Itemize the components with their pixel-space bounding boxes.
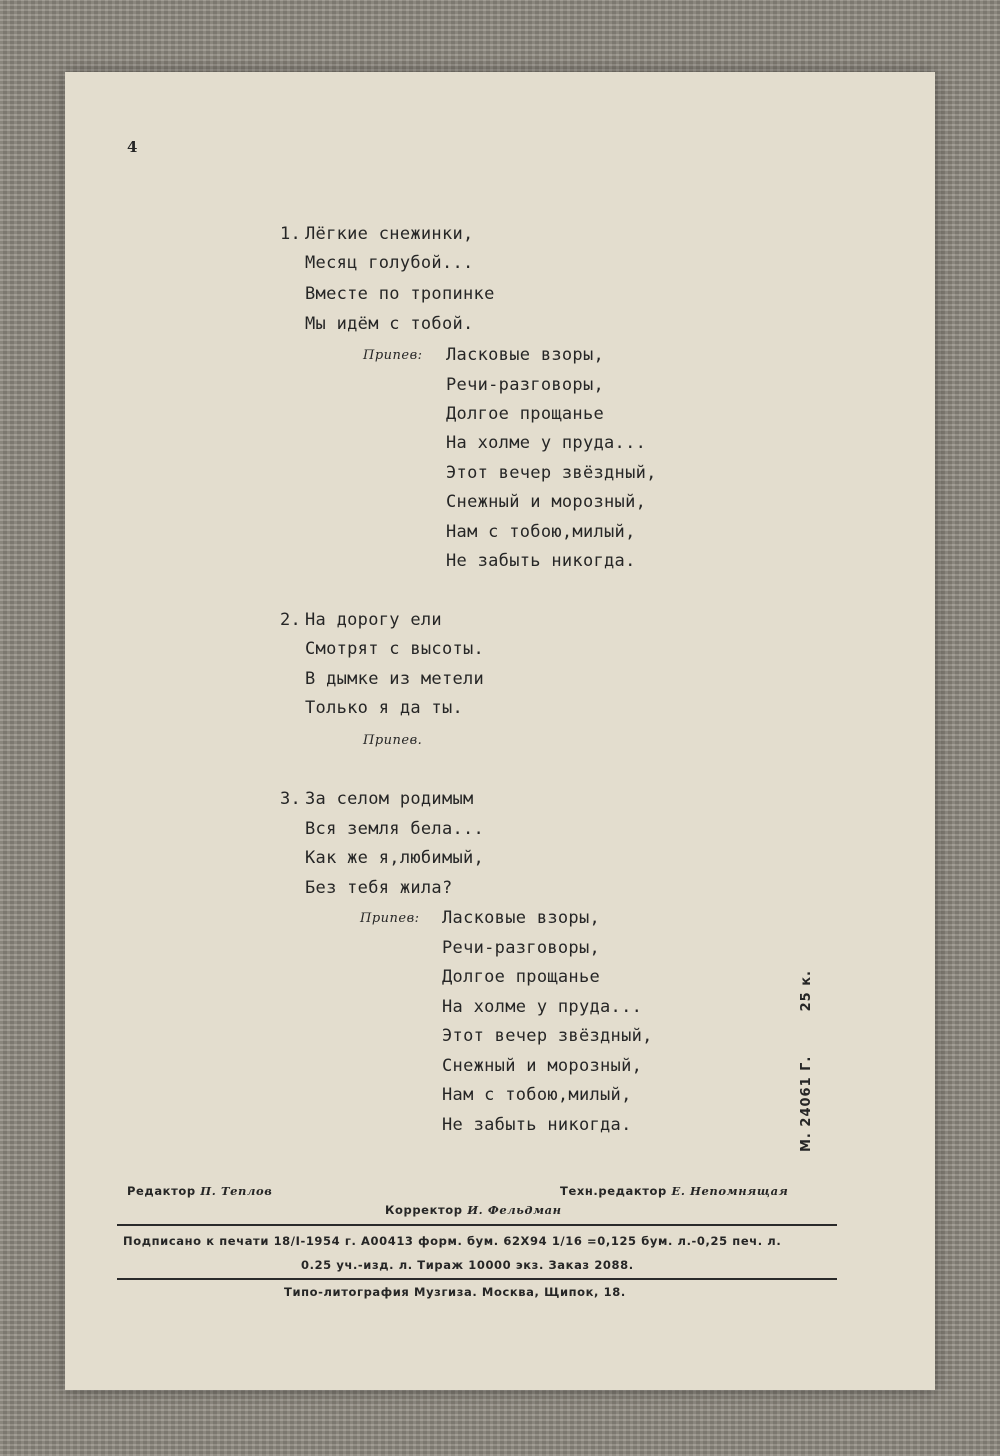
editor-name: П. Теплов [200,1184,273,1198]
catalog-code: М. 24061 Г. [799,1055,814,1152]
corrector-label: Корректор [385,1203,463,1217]
tech-editor-credit [560,1184,788,1198]
verse-number: 3. [280,789,302,809]
refrain-label: Припев: [360,911,420,926]
refrain-label: Припев: [363,348,423,363]
page-sheet [65,72,935,1390]
divider-top [117,1224,837,1226]
editor-label: Редактор [127,1184,196,1198]
print-details-line-2: 0.25 уч.-изд. л. Тираж 10000 экз. Заказ 2088. [301,1258,634,1272]
verse-line: Только я да ты. [305,698,464,718]
refrain-line: Этот вечер звёздный, [442,1026,653,1046]
refrain-line: Не забыть никогда. [446,551,636,571]
verse-line: Вместе по тропинке [305,284,495,304]
verse-line: Как же я,любимый, [305,848,485,868]
refrain-line: На холме у пруда... [446,433,647,453]
printer-imprint: Типо-литография Музгиза. Москва, Щипок, 18. [284,1285,626,1299]
refrain-label: Припев. [363,733,423,748]
refrain-line: Ласковые взоры, [442,908,601,928]
verse-line: В дымке из метели [305,669,485,689]
print-details-line-1: Подписано к печати 18/I-1954 г. А00413 форм. бум. 62Х94 1/16 =0,125 бум. л.-0,25 печ. л. [123,1234,782,1248]
verse-line: За селом родимым [305,789,474,809]
page-number: 4 [127,138,138,156]
refrain-line: Этот вечер звёздный, [446,463,657,483]
tech-editor-name: Е. Непомнящая [671,1184,789,1198]
verse-line: На дорогу ели [305,610,442,630]
verse-line: Лёгкие снежинки, [305,224,474,244]
price: 25 к. [799,970,814,1012]
verse-line: Вся земля бела... [305,819,485,839]
verse-number: 2. [280,610,302,630]
verse-number: 1. [280,224,302,244]
refrain-line: Речи-разговоры, [446,375,605,395]
refrain-line: На холме у пруда... [442,997,643,1017]
corrector-credit [385,1203,562,1217]
refrain-line: Речи-разговоры, [442,938,601,958]
refrain-line: Снежный и морозный, [446,492,647,512]
refrain-line: Нам с тобою,милый, [446,522,636,542]
side-print [799,970,814,1152]
verse-line: Смотрят с высоты. [305,639,485,659]
divider-bottom [117,1278,837,1280]
refrain-line: Долгое прощанье [446,404,605,424]
verse-line: Месяц голубой... [305,253,474,273]
refrain-line: Не забыть никогда. [442,1115,632,1135]
verse-line: Без тебя жила? [305,878,453,898]
editor-credit [127,1184,272,1198]
refrain-line: Нам с тобою,милый, [442,1085,632,1105]
refrain-line: Ласковые взоры, [446,345,605,365]
tech-editor-label: Техн.редактор [560,1184,667,1198]
refrain-line: Снежный и морозный, [442,1056,643,1076]
corrector-name: И. Фельдман [467,1203,562,1217]
refrain-line: Долгое прощанье [442,967,601,987]
verse-line: Мы идём с тобой. [305,314,474,334]
